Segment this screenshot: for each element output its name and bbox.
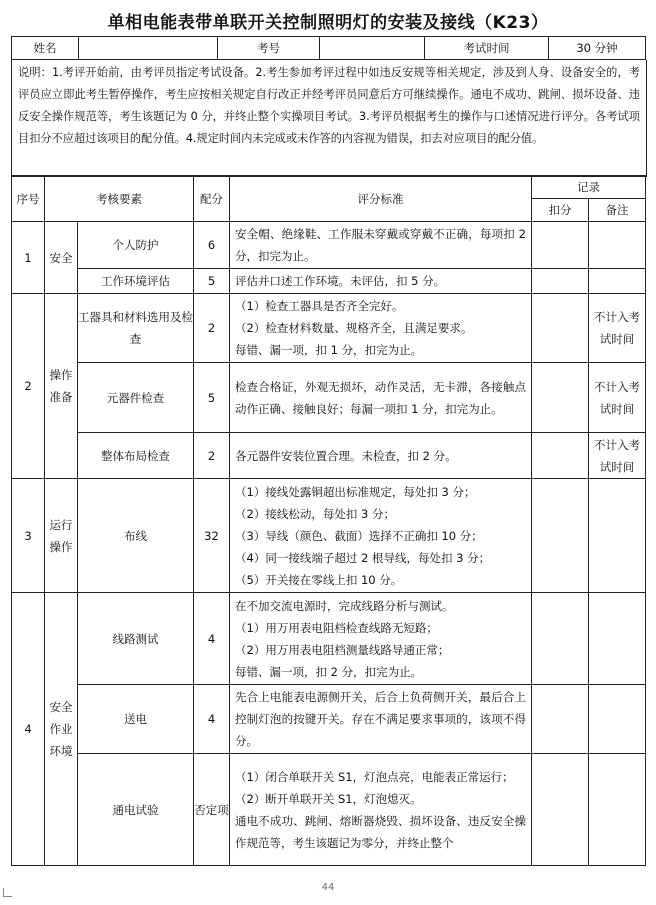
item-criteria: 评估并口述工作环境。未评估，扣 5 分。 xyxy=(230,269,532,294)
table-row xyxy=(12,363,646,433)
item-deduct xyxy=(532,685,589,754)
col-score: 配分 xyxy=(194,176,230,222)
item-criteria: （1）接线处露铜超出标准规定，每处扣 3 分； （2）接线松动，每处扣 3 分； （3）导线（颜色、截面）选择不正确扣 10 分； （4）同一接线端子超过 2 根导线，每处扣 3 分； （5）开关接在零线上扣 10 分。 xyxy=(230,479,532,593)
page-number: 44 xyxy=(321,882,335,893)
scoring-table xyxy=(11,175,646,866)
item-name: 工作环境评估 xyxy=(78,269,194,294)
col-deduct: 扣分 xyxy=(532,199,589,222)
item-score: 5 xyxy=(194,269,230,294)
exam-time-label: 考试时间 xyxy=(425,37,549,60)
item-remark xyxy=(589,222,646,269)
item-deduct xyxy=(532,363,589,433)
section-seq: 1 xyxy=(12,222,45,294)
table-row xyxy=(12,269,646,294)
item-criteria: （1）检查工器具是否齐全完好。 （2）检查材料数量、规格齐全，且满足要求。 每错、漏一项，扣 1 分，扣完为止。 xyxy=(230,294,532,363)
exam-no-label: 考号 xyxy=(218,37,320,60)
page-corner-mark xyxy=(3,888,12,897)
section-seq: 2 xyxy=(12,294,45,479)
item-deduct xyxy=(532,222,589,269)
col-remark: 备注 xyxy=(589,199,646,222)
document-title: 单相电能表带单联开关控制照明灯的安装及接线（K23） xyxy=(107,13,549,33)
col-criteria: 评分标准 xyxy=(230,176,532,222)
table-row xyxy=(12,222,646,269)
exam-time-value: 30 分钟 xyxy=(549,37,646,60)
item-name: 元器件检查 xyxy=(78,363,194,433)
item-score: 32 xyxy=(194,479,230,593)
item-name: 送电 xyxy=(78,685,194,754)
item-remark xyxy=(589,593,646,685)
item-deduct xyxy=(532,269,589,294)
item-name: 通电试验 xyxy=(78,754,194,866)
name-label: 姓名 xyxy=(12,37,79,60)
item-score: 5 xyxy=(194,363,230,433)
item-score: 2 xyxy=(194,294,230,363)
table-row xyxy=(12,754,646,866)
item-deduct xyxy=(532,754,589,866)
item-deduct xyxy=(532,593,589,685)
item-name: 工器具和材料选用及检查 xyxy=(78,294,194,363)
instructions-note: 说明：1.考评开始前，由考评员指定考试设备。2.考生参加考评过程中如违反安规等相关规定，涉及到人身、设备安全的，考评员应立即此考生暂停操作，考生应按相关规定自行改正并经考评员同意后方可继续操作。通电不成功、跳闸、损坏设备、违反安全操作规范等，考生该题记为 0 分，并终止整个实操项目考试。3.考评员根据考生的操作与口述情况进行评分。各考试项目扣分不应超过该项目的配分值。4.规定时间内未完成或未作答的内容视为错误，扣去对应项目的配分值。 xyxy=(11,60,647,177)
section-category: 运行操作 xyxy=(45,479,78,593)
table-row xyxy=(12,479,646,593)
item-deduct xyxy=(532,294,589,363)
item-deduct xyxy=(532,479,589,593)
item-remark: 不计入考试时间 xyxy=(589,433,646,479)
section-category: 安全作业环境 xyxy=(45,593,78,866)
col-record: 记录 xyxy=(532,176,646,199)
section-seq: 3 xyxy=(12,479,45,593)
item-score: 4 xyxy=(194,593,230,685)
exam-header-table xyxy=(11,36,646,60)
item-deduct xyxy=(532,433,589,479)
item-criteria: 先合上电能表电源侧开关，后合上负荷侧开关，最后合上控制灯泡的按键开关。存在不满足要求事项的，该项不得分。 xyxy=(230,685,532,754)
item-name: 整体布局检查 xyxy=(78,433,194,479)
item-remark xyxy=(589,479,646,593)
item-criteria: 各元器件安装位置合理。未检查，扣 2 分。 xyxy=(230,433,532,479)
table-row xyxy=(12,593,646,685)
col-seq: 序号 xyxy=(12,176,45,222)
item-name: 布线 xyxy=(78,479,194,593)
item-remark: 不计入考试时间 xyxy=(589,363,646,433)
item-score: 2 xyxy=(194,433,230,479)
item-remark xyxy=(589,685,646,754)
item-criteria: 检查合格证，外观无损坏，动作灵活，无卡滞，各接触点动作正确、接触良好；每漏一项扣 1 分，扣完为止。 xyxy=(230,363,532,433)
section-category: 安全 xyxy=(45,222,78,294)
table-row xyxy=(12,294,646,363)
item-criteria: （1）闭合单联开关 S1，灯泡点亮，电能表正常运行； （2）断开单联开关 S1，灯泡熄灭。 通电不成功、跳闸、熔断器烧毁、损坏设备、违反安全操作规范等，考生该题记为零分，并终止整个 xyxy=(230,754,532,866)
item-criteria: 在不加交流电源时，完成线路分析与测试。 （1）用万用表电阻档检查线路无短路； （2）用万用表电阻档测量线路导通正常； 每错、漏一项，扣 2 分，扣完为止。 xyxy=(230,593,532,685)
item-remark xyxy=(589,754,646,866)
section-seq: 4 xyxy=(12,593,45,866)
name-value xyxy=(79,37,218,60)
item-remark xyxy=(589,269,646,294)
item-score: 否定项 xyxy=(194,754,230,866)
item-name: 线路测试 xyxy=(78,593,194,685)
item-criteria: 安全帽、绝缘鞋、工作服未穿戴或穿戴不正确，每项扣 2 分，扣完为止。 xyxy=(230,222,532,269)
table-row xyxy=(12,685,646,754)
item-name: 个人防护 xyxy=(78,222,194,269)
item-score: 4 xyxy=(194,685,230,754)
col-element: 考核要素 xyxy=(45,176,194,222)
section-category: 操作准备 xyxy=(45,294,78,479)
item-remark: 不计入考试时间 xyxy=(589,294,646,363)
table-row xyxy=(12,433,646,479)
item-score: 6 xyxy=(194,222,230,269)
exam-no-value xyxy=(320,37,425,60)
